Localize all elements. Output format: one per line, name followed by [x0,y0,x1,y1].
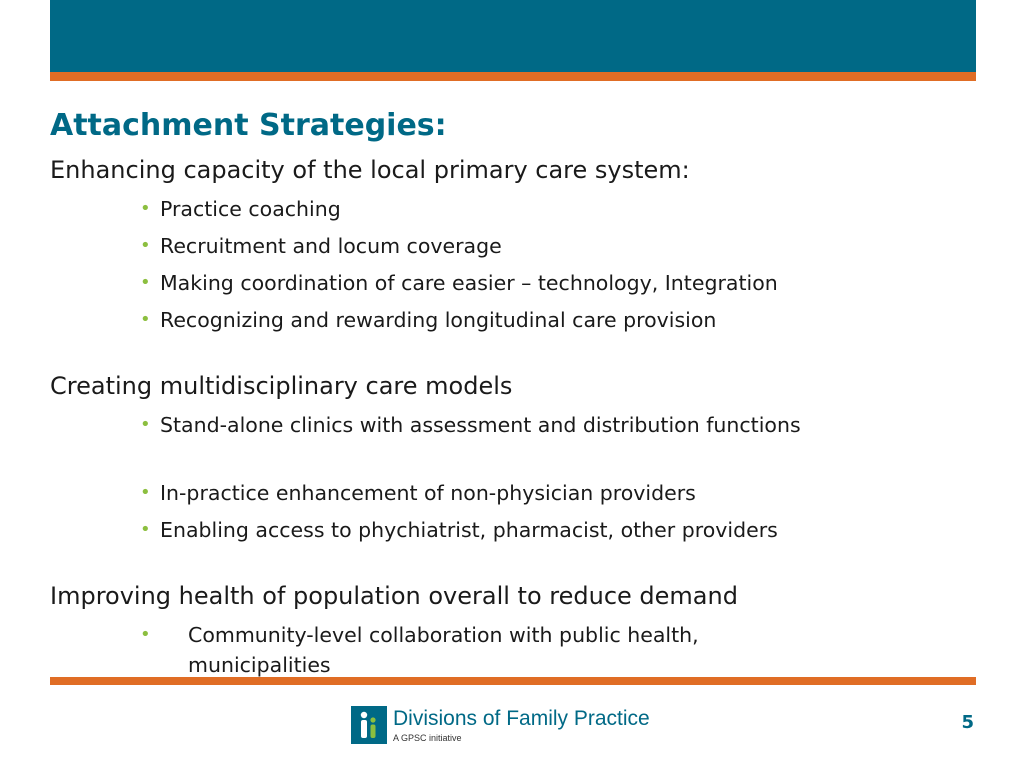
bullet-item [140,620,840,680]
bullet-item [140,268,970,298]
section-heading-population-health: Improving health of population overall to reduce demand [50,582,738,610]
slide-title: Attachment Strategies: [50,108,447,143]
bullet-text: Practice coaching [160,197,341,221]
bullet-item [140,231,970,261]
bullet-dot-icon: • [140,414,151,435]
bullet-text: Recruitment and locum coverage [160,234,502,258]
bullet-dot-icon: • [140,624,151,645]
bullet-dot-icon: • [140,482,151,503]
bullet-item [140,305,970,335]
section-heading-capacity: Enhancing capacity of the local primary care system: [50,156,690,184]
header-accent-rule [50,72,976,81]
header-band [50,0,976,72]
section-heading-multidisciplinary: Creating multidisciplinary care models [50,372,513,400]
bullet-item [140,478,970,508]
logo-tagline: A GPSC initiative [393,733,462,743]
page-number: 5 [961,712,974,733]
bullet-dot-icon: • [140,519,151,540]
bullet-text: Recognizing and rewarding longitudinal care provision [160,308,717,332]
bullet-text: Stand-alone clinics with assessment and distribution functions [160,413,801,437]
divisions-logo [351,706,650,748]
bullet-text: In-practice enhancement of non-physician providers [160,481,696,505]
logo-text [393,706,650,744]
bullet-item [140,410,860,440]
bullet-item [140,515,970,545]
bullet-text: Making coordination of care easier – technology, Integration [160,271,778,295]
bullet-item [140,194,970,224]
bullet-dot-icon: • [140,309,151,330]
bullet-dot-icon: • [140,272,151,293]
bullet-dot-icon: • [140,198,151,219]
bullet-text: Community-level collaboration with public health, municipalities [188,623,699,677]
bullet-dot-icon: • [140,235,151,256]
footer-accent-rule [50,677,976,685]
family-figures-icon [351,706,387,744]
logo-name: Divisions of Family Practice [393,707,650,730]
bullet-text: Enabling access to phychiatrist, pharmacist, other providers [160,518,778,542]
